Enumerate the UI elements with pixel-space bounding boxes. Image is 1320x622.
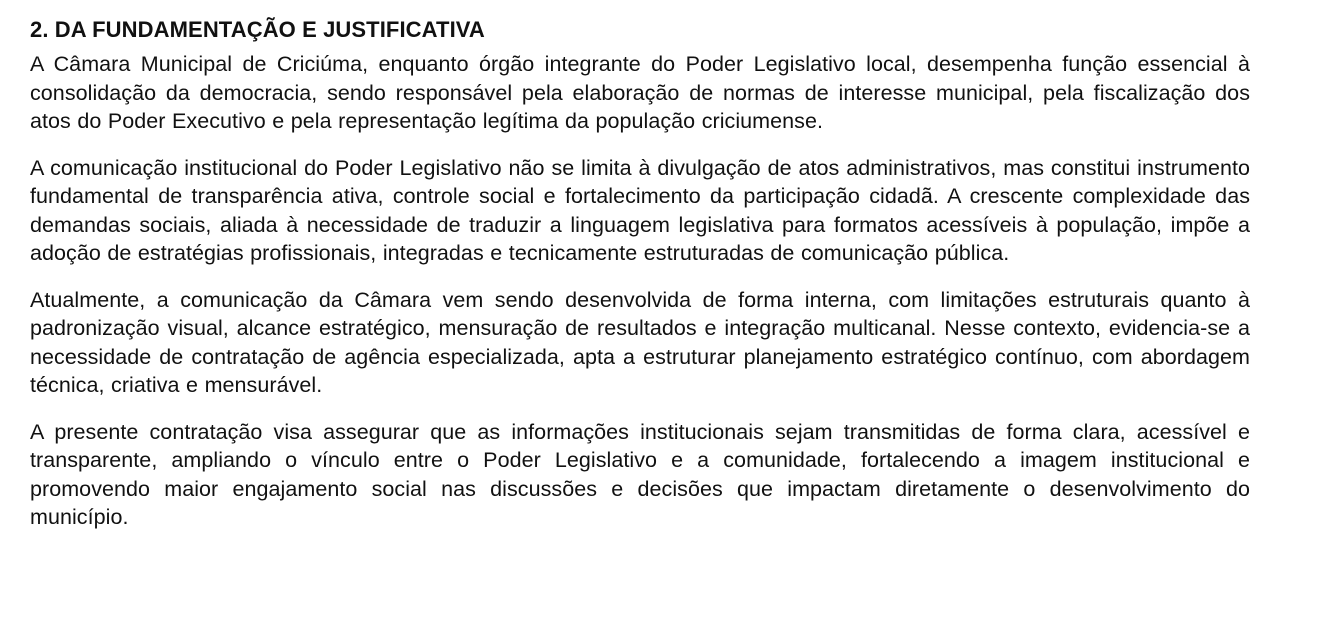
- section-title: 2. DA FUNDAMENTAÇÃO E JUSTIFICATIVA: [30, 17, 485, 42]
- paragraph-4: A presente contratação visa assegurar que as informações institucionais sejam transmitidas de forma clara, acessível e transparente, ampliando o vínculo entre o Poder Legislativo e a comunidade, fortalecendo a imagem institucional e promovendo maior engajamento social nas discussões e decisões que impactam diretamente o desenvolvimento do município.: [30, 419, 1250, 529]
- paragraph-1: A Câmara Municipal de Criciúma, enquanto órgão integrante do Poder Legislativo local, desempenha função essencial à consolidação da democracia, sendo responsável pela elaboração de normas de interesse municipal, pela fiscalização dos atos do Poder Executivo e pela representação legítima da população criciumense.: [30, 52, 1250, 133]
- paragraph-3: Atualmente, a comunicação da Câmara vem sendo desenvolvida de forma interna, com limitações estruturais quanto à padronização visual, alcance estratégico, mensuração de resultados e integração multicanal. Nesse contexto, evidencia-se a necessidade de contratação de agência especializada, apta a estruturar planejamento estratégico contínuo, com abordagem técnica, criativa e mensurável.: [30, 287, 1250, 397]
- document-page: [30, 16, 1250, 532]
- paragraph-2: A comunicação institucional do Poder Legislativo não se limita à divulgação de atos administrativos, mas constitui instrumento fundamental de transparência ativa, controle social e fortalecimento da participação cidadã. A crescente complexidade das demandas sociais, aliada à necessidade de traduzir a linguagem legislativa para formatos acessíveis à população, impõe a adoção de estratégias profissionais, integradas e tecnicamente estruturadas de comunicação pública.: [30, 155, 1250, 265]
